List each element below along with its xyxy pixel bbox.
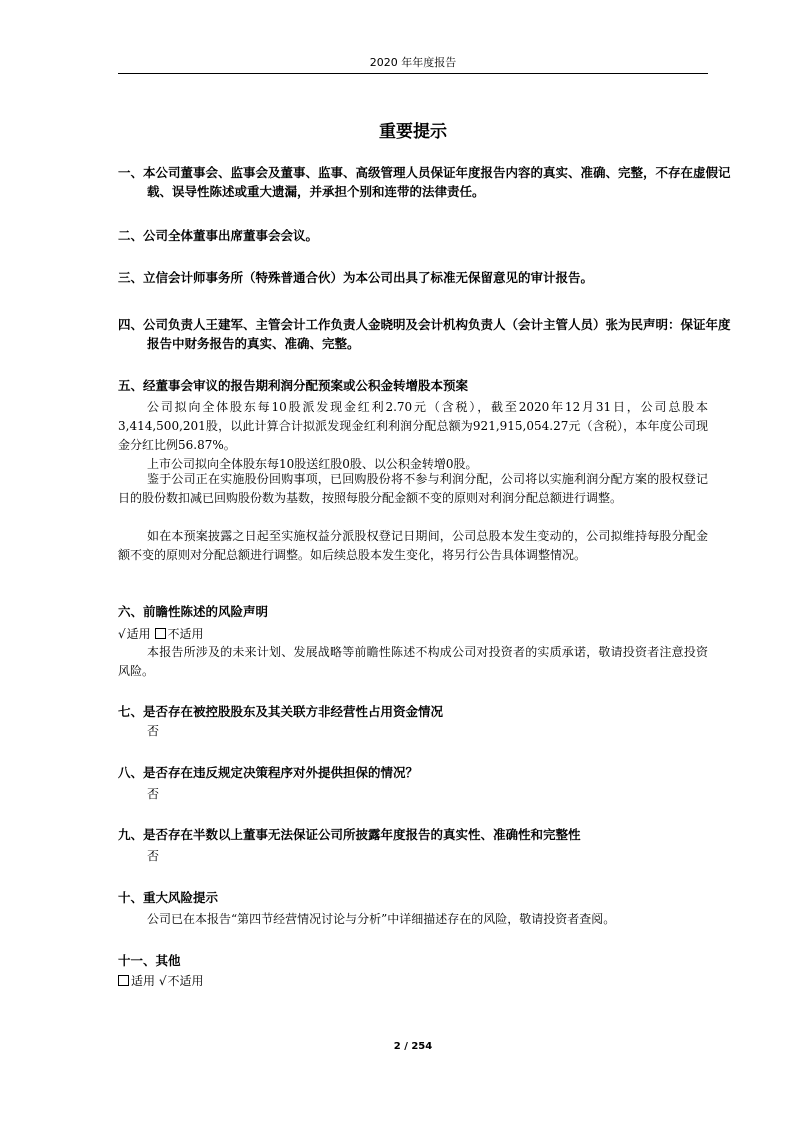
section-6-options (118, 625, 708, 644)
section-5-paragraph-4: 如在本预案披露之日起至实施权益分派股权登记日期间，公司总股本发生变动的，公司拟维持每股分配金额不变的原则对分配总额进行调整。如后续总股本发生变化，将另行公告具体调整情况。 (118, 529, 708, 562)
section-7-answer: 否 (147, 724, 160, 738)
section-9-answer: 否 (147, 849, 160, 863)
option-applicable: 适用 (126, 627, 151, 641)
section-3-heading: 三、立信会计师事务所（特殊普通合伙）为本公司出具了标准无保留意见的审计报告。 (118, 270, 594, 285)
section-5-paragraph-3: 鉴于公司正在实施股份回购事项，已回购股份将不参与利润分配，公司将以实施利润分配方案的股权登记日的股份数扣减已回购股份数为基数，按照每股分配金额不变的原则对利润分配总额进行调整。 (118, 472, 708, 505)
check-mark-icon: √ (118, 627, 126, 641)
page-number: 2 / 254 (393, 1041, 433, 1052)
section-6-heading: 六、前瞻性陈述的风险声明 (118, 604, 269, 619)
section-9-heading: 九、是否存在半数以上董事无法保证公司所披露年度报告的真实性、准确性和完整性 (118, 827, 581, 842)
section-1-heading: 一、本公司董事会、监事会及董事、监事、高级管理人员保证年度报告内容的真实、准确、完整，不存在虚假记载、误导性陈述或重大遗漏，并承担个别和连带的法律责任。 (118, 165, 731, 199)
section-11-options (118, 972, 708, 991)
checkbox-icon (155, 628, 166, 639)
option-applicable: 适用 (131, 974, 156, 988)
section-7-heading: 七、是否存在被控股股东及其关联方非经营性占用资金情况 (118, 704, 444, 719)
section-10-heading: 十、重大风险提示 (118, 890, 219, 905)
section-5-paragraph-2: 上市公司拟向全体股东每10股送红股0股、以公积金转增0股。 (147, 457, 478, 471)
section-5-heading: 五、经董事会审议的报告期利润分配预案或公积金转增股本预案 (118, 378, 469, 393)
section-11-heading: 十一、其他 (118, 953, 181, 968)
check-mark-icon: √ (158, 974, 167, 988)
page-title: 重要提示 (379, 122, 447, 142)
section-4-heading: 四、公司负责人王建军、主管会计工作负责人金晓明及会计机构负责人（会计主管人员）张为民声明：保证年度报告中财务报告的真实、准确、完整。 (118, 317, 731, 351)
option-not-applicable: 不适用 (167, 974, 204, 988)
section-5-paragraph-1: 公司拟向全体股东每10股派发现金红利2.70元（含税），截至2020年12月31日，公司总股本3,414,500,201股，以此计算合计拟派发现金红利利润分配总额为921,915,054.27元（含税），本年度公司现金分红比例56.87%。 (118, 400, 708, 452)
section-8-answer: 否 (147, 787, 160, 801)
option-not-applicable: 不适用 (167, 627, 204, 641)
section-10-body: 公司已在本报告“第四节经营情况讨论与分析”中详细描述存在的风险，敬请投资者查阅。 (147, 912, 616, 926)
checkbox-icon (118, 975, 129, 986)
section-6-body: 本报告所涉及的未来计划、发展战略等前瞻性陈述不构成公司对投资者的实质承诺，敬请投资者注意投资风险。 (118, 645, 708, 678)
header-divider (118, 73, 708, 74)
section-2-heading: 二、公司全体董事出席董事会会议。 (118, 228, 319, 243)
section-8-heading: 八、是否存在违反规定决策程序对外提供担保的情况？ (118, 765, 419, 780)
page-header: 2020 年年度报告 (369, 56, 457, 69)
